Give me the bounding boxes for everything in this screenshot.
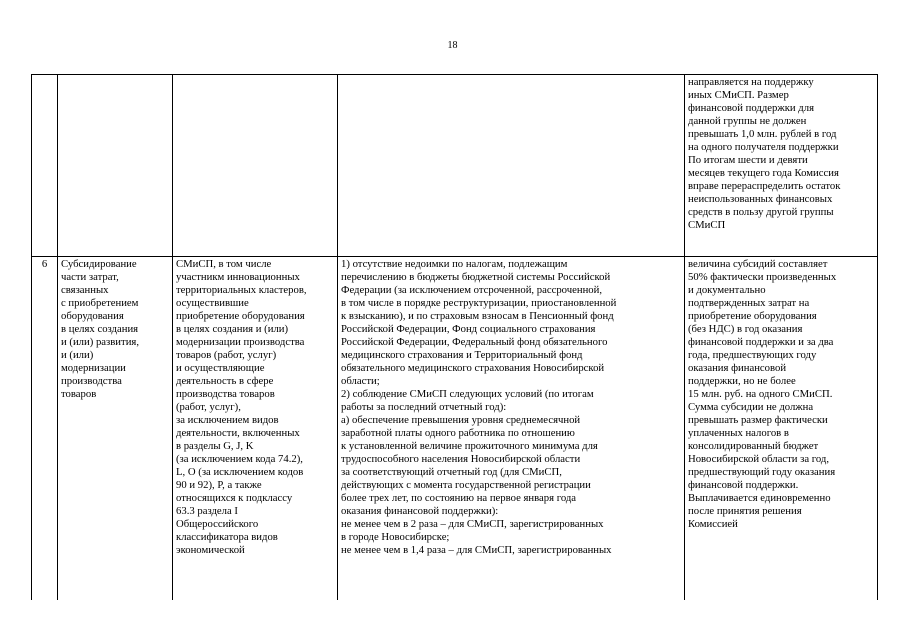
recipients-cell: [173, 75, 338, 257]
support-amount-cell: направляется на поддержку иных СМиСП. Размер финансовой поддержки для данной группы не должен превышать 1,0 млн. рублей в год на одного получателя поддержки По итогам шести и девяти месяцев текущего года Комиссия вправе перераспределить остаток неиспользованных финансовых средств в пользу другой группы СМиСП: [685, 75, 878, 257]
row-number-cell: 6: [32, 257, 58, 601]
page-number: 18: [447, 40, 458, 51]
row-number-cell: [32, 75, 58, 257]
conditions-cell: 1) отсутствие недоимки по налогам, подлежащим перечислению в бюджеты бюджетной системы Российской Федерации (за исключением отсроченной, рассроченной, в том числе в порядке реструктуризации, приостановленной к взысканию), и по страховым взносам в Пенсионный фонд Российской Федерации, Фонд социального страхования Российской Федерации, Федеральный фонд обязательного медицинского страхования и Территориальный фонд обязательного медицинского страхования Новосибирской области; 2) соблюдение СМиСП следующих условий (по итогам работы за последний отчетный год): а) обеспечение превышения уровня среднемесячной заработной платы одного работника по отношению к установленной величине прожиточного минимума для трудоспособного населения Новосибирской области за соответствующий отчетный год (для СМиСП, действующих с момента государственной регистрации более трех лет, по состоянию на первое января года оказания финансовой поддержки): не менее чем в 2 раза – для СМиСП, зарегистрированных в городе Новосибирске; не менее чем в 1,4 раза – для СМиСП, зарегистрированных: [338, 257, 685, 601]
measure-name-cell: Субсидирование части затрат, связанных с приобретением оборудования в целях создания и (или) развития, и (или) модернизации производства товаров: [58, 257, 173, 601]
measure-name-cell: [58, 75, 173, 257]
support-measures-table: [31, 74, 878, 600]
recipients-cell: СМиСП, в том числе участникм инновационных территориальных кластеров, осуществившие приобретение оборудования в целях создания и (или) модернизации производства товаров (работ, услуг) и осуществляющие деятельность в сфере производства товаров (работ, услуг), за исключением видов деятельности, включенных в разделы G, J, K (за исключением кода 74.2), L, O (за исключением кодов 90 и 92), P, а также относящихся к подклассу 63.3 раздела I Общероссийского классификатора видов экономической: [173, 257, 338, 601]
conditions-cell: [338, 75, 685, 257]
support-amount-cell: величина субсидий составляет 50% фактически произведенных и документально подтвержденных затрат на приобретение оборудования (без НДС) в год оказания финансовой поддержки и за два года, предшествующих году оказания финансовой поддержки, но не более 15 млн. руб. на одного СМиСП. Сумма субсидии не должна превышать размер фактически уплаченных налогов в консолидированный бюджет Новосибирской области за год, предшествующий году оказания финансовой поддержки. Выплачивается единовременно после принятия решения Комиссией: [685, 257, 878, 601]
table-row: [32, 75, 878, 257]
table-row: [32, 257, 878, 601]
